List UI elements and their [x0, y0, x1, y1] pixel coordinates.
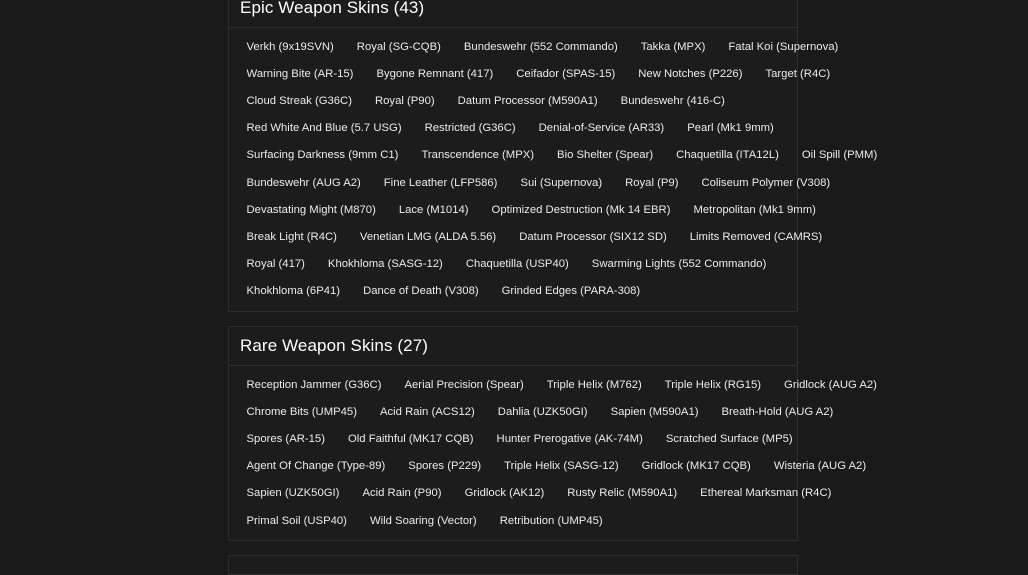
skin-link[interactable]: Acid Rain (P90): [362, 487, 442, 500]
skin-link[interactable]: Spores (AR-15): [246, 433, 325, 446]
skin-link[interactable]: Bundeswehr (552 Commando): [463, 41, 618, 54]
skin-link[interactable]: Devastating Might (M870): [246, 203, 376, 216]
rare-skins-panel: [228, 326, 877, 541]
skin-link[interactable]: Target (R4C): [765, 68, 831, 81]
rare-skins-title: Rare Weapon Skins (27): [240, 336, 429, 355]
skin-link[interactable]: Royal (417): [246, 257, 305, 270]
skin-row: [235, 372, 877, 399]
skin-link[interactable]: Optimized Destruction (Mk 14 EBR): [491, 203, 671, 216]
skin-link[interactable]: New Notches (P226): [638, 68, 743, 81]
skin-link[interactable]: Wild Soaring (Vector): [369, 514, 477, 527]
skin-link[interactable]: Chrome Bits (UMP45): [246, 406, 357, 419]
skin-link[interactable]: Rusty Relic (M590A1): [567, 487, 678, 500]
skin-link[interactable]: Cloud Streak (G36C): [246, 95, 352, 108]
skin-link[interactable]: Khokhloma (SASG-12): [327, 257, 443, 270]
skin-link[interactable]: Reception Jammer (G36C): [246, 379, 382, 392]
skin-link[interactable]: Pearl (Mk1 9mm): [687, 122, 774, 135]
skin-link[interactable]: Khokhloma (6P41): [246, 284, 341, 297]
skin-link[interactable]: Metropolitan (Mk1 9mm): [693, 203, 816, 216]
skin-link[interactable]: Bygone Remnant (417): [376, 68, 494, 81]
skin-link[interactable]: Coliseum Polymer (V308): [701, 176, 831, 189]
skin-link[interactable]: Breath-Hold (AUG A2): [721, 406, 834, 419]
skin-link[interactable]: Spores (P229): [408, 460, 482, 473]
next-skins-panel: [228, 555, 798, 575]
epic-skins-title: Epic Weapon Skins (43): [240, 0, 425, 17]
skin-row: [235, 61, 831, 88]
skin-link[interactable]: Aerial Precision (Spear): [404, 379, 524, 392]
skin-link[interactable]: Dance of Death (V308): [363, 284, 479, 297]
skin-link[interactable]: Sapien (M590A1): [610, 406, 699, 419]
skin-link[interactable]: Royal (SG-CQB): [356, 41, 441, 54]
skin-row: [235, 34, 839, 61]
skin-link[interactable]: Royal (P9): [625, 176, 679, 189]
skin-link[interactable]: Venetian LMG (ALDA 5.56): [359, 230, 497, 243]
epic-skins-header: [229, 0, 797, 28]
skin-link[interactable]: Datum Processor (M590A1): [457, 95, 598, 108]
skin-link[interactable]: Wisteria (AUG A2): [773, 460, 867, 473]
skin-link[interactable]: Triple Helix (SASG-12): [504, 460, 619, 473]
skin-link[interactable]: Sui (Supernova): [520, 176, 603, 189]
skin-link[interactable]: Fatal Koi (Supernova): [728, 41, 839, 54]
skin-link[interactable]: Limits Removed (CAMRS): [689, 230, 823, 243]
rare-skins-list: [229, 366, 877, 535]
skin-link[interactable]: Grinded Edges (PARA-308): [501, 284, 641, 297]
skin-link[interactable]: Hunter Prerogative (AK-74M): [496, 433, 643, 446]
skin-link[interactable]: Verkh (9x19SVN): [246, 41, 334, 54]
skin-link[interactable]: Royal (P90): [374, 95, 435, 108]
skin-link[interactable]: Break Light (R4C): [246, 230, 337, 243]
skin-link[interactable]: Dahlia (UZK50GI): [497, 406, 588, 419]
skin-row: [235, 278, 791, 305]
skin-link[interactable]: Lace (M1014): [398, 203, 469, 216]
skin-row: [235, 197, 816, 224]
skin-row: [235, 453, 867, 480]
epic-skins-panel: [228, 0, 878, 312]
skin-row: [235, 115, 791, 142]
skin-link[interactable]: Transcendence (MPX): [421, 149, 535, 162]
skin-link[interactable]: Scratched Surface (MP5): [665, 433, 793, 446]
skin-row: [235, 169, 831, 196]
skin-link[interactable]: Bundeswehr (416-C): [620, 95, 725, 108]
skin-row: [235, 88, 791, 115]
skin-row: [235, 142, 878, 169]
skin-link[interactable]: Triple Helix (M762): [546, 379, 642, 392]
skin-link[interactable]: Ethereal Marksman (R4C): [700, 487, 832, 500]
skin-link[interactable]: Chaquetilla (ITA12L): [676, 149, 779, 162]
skin-link[interactable]: Swarming Lights (552 Commando): [591, 257, 767, 270]
skin-link[interactable]: Warning Bite (AR-15): [246, 68, 354, 81]
epic-skins-list: [229, 28, 878, 305]
skin-link[interactable]: Red White And Blue (5.7 USG): [246, 122, 402, 135]
skin-link[interactable]: Sapien (UZK50GI): [246, 487, 340, 500]
skin-link[interactable]: Datum Processor (SIX12 SD): [519, 230, 667, 243]
skin-link[interactable]: Old Faithful (MK17 CQB): [347, 433, 474, 446]
skin-link[interactable]: Acid Rain (ACS12): [379, 406, 475, 419]
skin-link[interactable]: Fine Leather (LFP586): [383, 176, 498, 189]
skin-row: [235, 507, 791, 534]
skin-link[interactable]: Gridlock (AUG A2): [784, 379, 877, 392]
skin-row: [235, 399, 834, 426]
skin-link[interactable]: Bundeswehr (AUG A2): [246, 176, 361, 189]
skin-link[interactable]: Gridlock (AK12): [464, 487, 545, 500]
skin-link[interactable]: Agent Of Change (Type-89): [246, 460, 386, 473]
skin-link[interactable]: Restricted (G36C): [424, 122, 516, 135]
skin-link[interactable]: Oil Spill (PMM): [801, 149, 878, 162]
skin-link[interactable]: Ceifador (SPAS-15): [516, 68, 616, 81]
skin-link[interactable]: Surfacing Darkness (9mm C1): [246, 149, 399, 162]
skin-link[interactable]: Retribution (UMP45): [499, 514, 603, 527]
skin-link[interactable]: Chaquetilla (USP40): [465, 257, 569, 270]
skin-link[interactable]: Bio Shelter (Spear): [557, 149, 654, 162]
skin-link[interactable]: Primal Soil (USP40): [246, 514, 347, 527]
skin-row: [235, 426, 791, 453]
skin-row: [235, 224, 823, 251]
skin-link[interactable]: Denial-of-Service (AR33): [538, 122, 665, 135]
skin-row: [235, 251, 791, 278]
skin-link[interactable]: Gridlock (MK17 CQB): [641, 460, 751, 473]
skin-row: [235, 480, 832, 507]
skin-link[interactable]: Takka (MPX): [640, 41, 706, 54]
skin-link[interactable]: Triple Helix (RG15): [664, 379, 762, 392]
rare-skins-header: [229, 327, 797, 366]
